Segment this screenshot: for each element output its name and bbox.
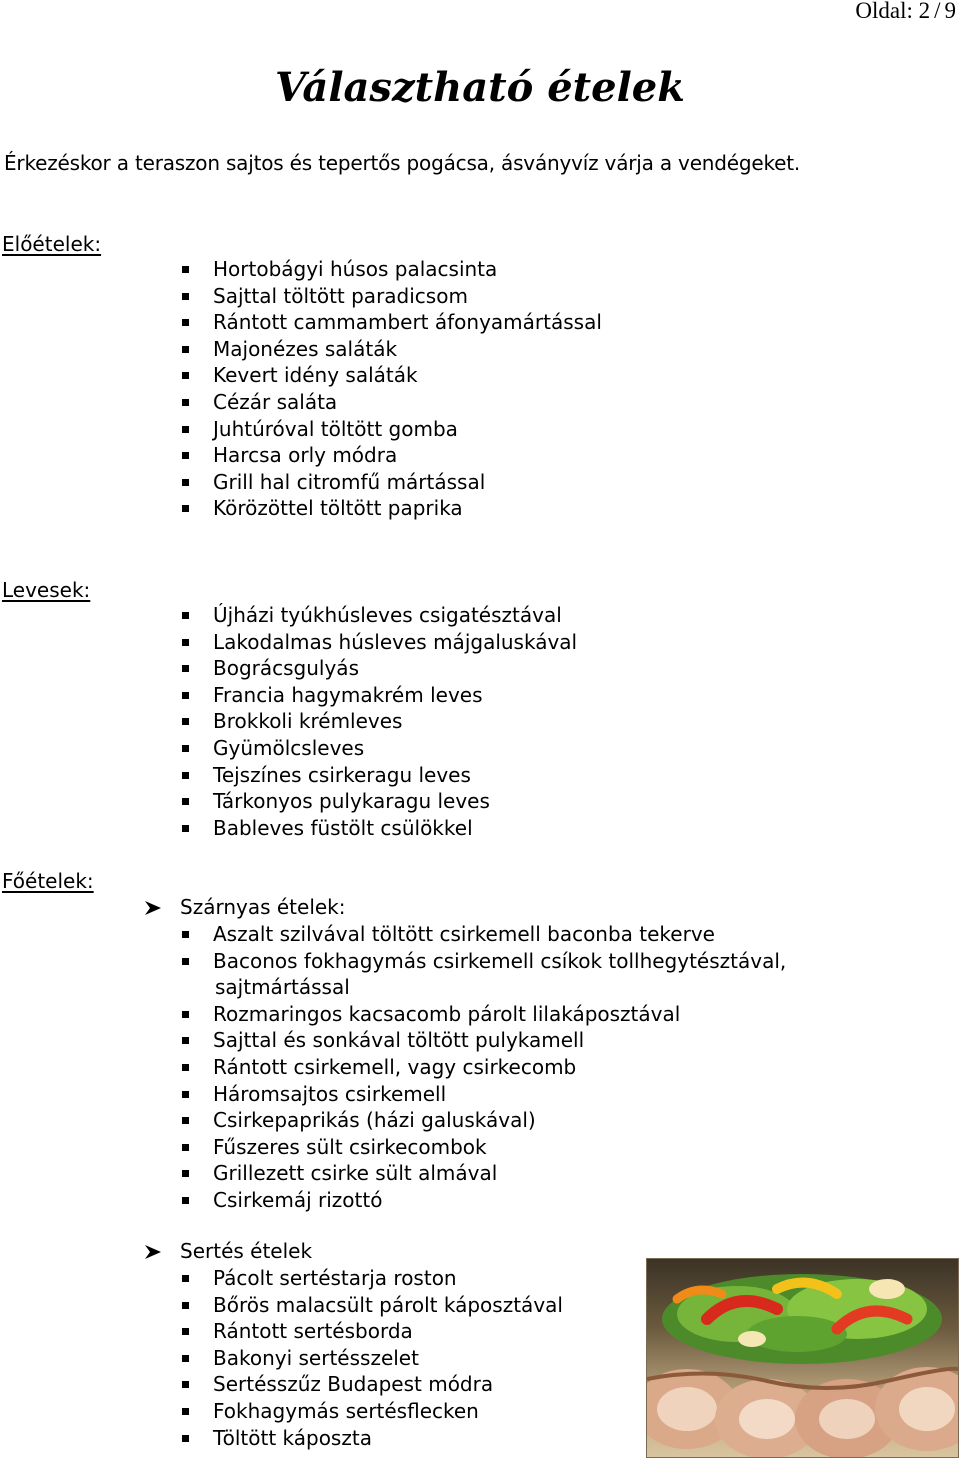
- list-item: Sajttal és sonkával töltött pulykamell: [180, 1027, 786, 1054]
- square-bullet-icon: [182, 825, 189, 832]
- page-number-label: Oldal:: [855, 0, 913, 23]
- poultry-list: [180, 921, 786, 1214]
- list-item: Kevert idény saláták: [180, 362, 602, 389]
- section-label-mains: Főételek:: [2, 869, 94, 893]
- list-item: Rántott csirkemell, vagy csirkecomb: [180, 1054, 786, 1081]
- square-bullet-icon: [182, 1064, 189, 1071]
- list-item: Baconos fokhagymás csirkemell csíkok tollhegytésztával, sajtmártással: [180, 948, 786, 1001]
- food-platter-photo: [646, 1258, 959, 1458]
- arrowhead-bullet-icon: [144, 1238, 180, 1267]
- list-item: Juhtúróval töltött gomba: [180, 416, 602, 443]
- square-bullet-icon: [182, 1408, 189, 1415]
- square-bullet-icon: [182, 1197, 189, 1204]
- subheading-poultry: Szárnyas ételek:: [144, 894, 346, 923]
- square-bullet-icon: [182, 639, 189, 646]
- list-item: Bableves füstölt csülökkel: [180, 815, 577, 842]
- square-bullet-icon: [182, 426, 189, 433]
- page-number-current: 2: [918, 0, 931, 23]
- square-bullet-icon: [182, 319, 189, 326]
- pork-slices-illustration: [647, 1367, 958, 1457]
- list-item: Bográcsgulyás: [180, 655, 577, 682]
- appetizer-list: [180, 256, 602, 522]
- square-bullet-icon: [182, 745, 189, 752]
- salad-garnish-illustration: [662, 1274, 942, 1364]
- square-bullet-icon: [182, 772, 189, 779]
- square-bullet-icon: [182, 1302, 189, 1309]
- list-item: Cézár saláta: [180, 389, 602, 416]
- list-item: Lakodalmas húsleves májgaluskával: [180, 629, 577, 656]
- square-bullet-icon: [182, 612, 189, 619]
- list-item: Aszalt szilvával töltött csirkemell baconba tekerve: [180, 921, 786, 948]
- square-bullet-icon: [182, 931, 189, 938]
- list-item: Brokkoli krémleves: [180, 708, 577, 735]
- list-item: Csirkepaprikás (házi galuskával): [180, 1107, 786, 1134]
- section-label-appetizers: Előételek:: [2, 232, 102, 256]
- page-number-total: 9: [944, 0, 956, 23]
- subheading-pork: Sertés ételek: [144, 1238, 312, 1267]
- list-item: Grillezett csirke sült almával: [180, 1160, 786, 1187]
- section-label-soups: Levesek:: [2, 578, 91, 602]
- list-item: Sertésszűz Budapest módra: [180, 1371, 563, 1398]
- square-bullet-icon: [182, 1170, 189, 1177]
- list-item: Csirkemáj rizottó: [180, 1187, 786, 1214]
- square-bullet-icon: [182, 372, 189, 379]
- square-bullet-icon: [182, 1037, 189, 1044]
- square-bullet-icon: [182, 346, 189, 353]
- list-item-continuation: sajtmártással: [215, 975, 350, 1000]
- list-item: Francia hagymakrém leves: [180, 682, 577, 709]
- pork-list: [180, 1265, 563, 1451]
- square-bullet-icon: [182, 692, 189, 699]
- list-item: Háromsajtos csirkemell: [180, 1081, 786, 1108]
- square-bullet-icon: [182, 1355, 189, 1362]
- list-item: Bakonyi sertésszelet: [180, 1345, 563, 1372]
- square-bullet-icon: [182, 479, 189, 486]
- list-item: Töltött káposzta: [180, 1425, 563, 1452]
- list-item: Tejszínes csirkeragu leves: [180, 762, 577, 789]
- square-bullet-icon: [182, 1328, 189, 1335]
- list-item: Hortobágyi húsos palacsinta: [180, 256, 602, 283]
- list-item: Rozmaringos kacsacomb párolt lilakáposztával: [180, 1001, 786, 1028]
- square-bullet-icon: [182, 718, 189, 725]
- list-item: Újházi tyúkhúsleves csigatésztával: [180, 602, 577, 629]
- square-bullet-icon: [182, 266, 189, 273]
- square-bullet-icon: [182, 798, 189, 805]
- page-number: [855, 0, 956, 24]
- square-bullet-icon: [182, 505, 189, 512]
- list-item: Harcsa orly módra: [180, 442, 602, 469]
- list-item: Gyümölcsleves: [180, 735, 577, 762]
- arrowhead-bullet-icon: [144, 894, 180, 923]
- list-item: Grill hal citromfű mártással: [180, 469, 602, 496]
- square-bullet-icon: [182, 1275, 189, 1282]
- square-bullet-icon: [182, 1091, 189, 1098]
- list-item: Körözöttel töltött paprika: [180, 495, 602, 522]
- list-item: Tárkonyos pulykaragu leves: [180, 788, 577, 815]
- page-number-separator: /: [934, 0, 941, 23]
- soup-list: [180, 602, 577, 841]
- square-bullet-icon: [182, 1381, 189, 1388]
- square-bullet-icon: [182, 1435, 189, 1442]
- list-item: Rántott sertésborda: [180, 1318, 563, 1345]
- square-bullet-icon: [182, 1144, 189, 1151]
- square-bullet-icon: [182, 665, 189, 672]
- list-item: Bőrös malacsült párolt káposztával: [180, 1292, 563, 1319]
- square-bullet-icon: [182, 452, 189, 459]
- list-item: Rántott cammambert áfonyamártással: [180, 309, 602, 336]
- list-item: Fűszeres sült csirkecombok: [180, 1134, 786, 1161]
- square-bullet-icon: [182, 1117, 189, 1124]
- square-bullet-icon: [182, 293, 189, 300]
- list-item: Sajttal töltött paradicsom: [180, 283, 602, 310]
- intro-text: Érkezéskor a teraszon sajtos és tepertős pogácsa, ásványvíz várja a vendégeket.: [4, 151, 801, 175]
- square-bullet-icon: [182, 399, 189, 406]
- list-item: Fokhagymás sertésflecken: [180, 1398, 563, 1425]
- list-item: Majonézes saláták: [180, 336, 602, 363]
- page-title: Választható ételek: [275, 64, 685, 111]
- square-bullet-icon: [182, 1011, 189, 1018]
- list-item: Pácolt sertéstarja roston: [180, 1265, 563, 1292]
- square-bullet-icon: [182, 958, 189, 965]
